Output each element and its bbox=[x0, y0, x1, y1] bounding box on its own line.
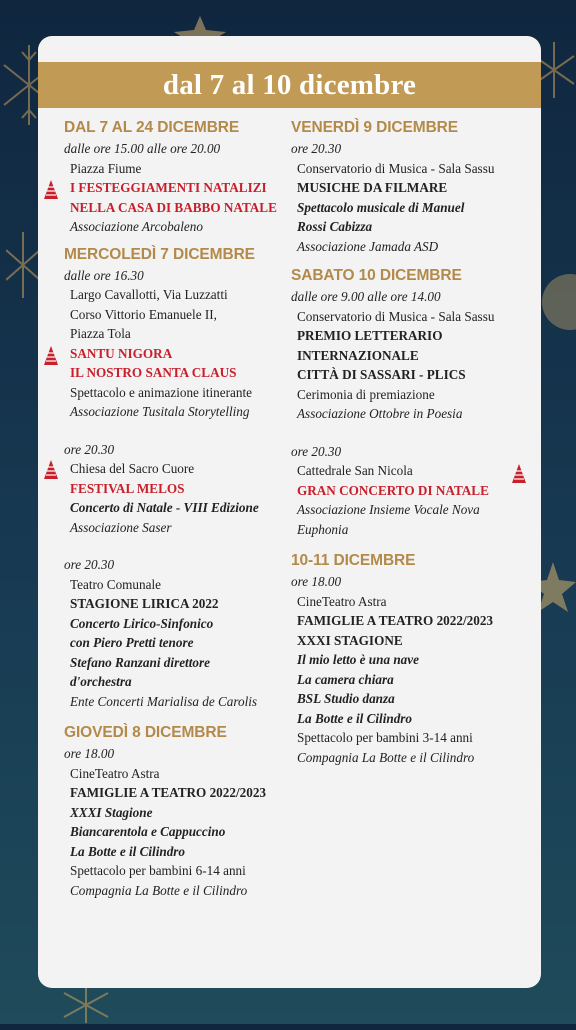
event bbox=[64, 440, 292, 538]
christmas-tree-icon bbox=[511, 463, 527, 485]
event bbox=[64, 744, 292, 900]
event-line: Associazione Tusitala Storytelling bbox=[70, 404, 250, 419]
event-line: Corso Vittorio Emanuele II, bbox=[70, 306, 217, 322]
event-line: BSL Studio danza bbox=[297, 691, 395, 706]
event-line: I FESTEGGIAMENTI NATALIZI bbox=[70, 180, 267, 195]
event-time: ore 20.30 bbox=[64, 557, 115, 572]
event-line: Compagnia La Botte e il Cilindro bbox=[297, 749, 475, 765]
event-line: La camera chiara bbox=[297, 671, 394, 687]
event-time: dalle ore 15.00 alle ore 20.00 bbox=[64, 141, 221, 156]
event-line: Concerto Lirico-Sinfonico bbox=[70, 615, 214, 631]
title-banner bbox=[38, 62, 541, 108]
event-line: Il mio letto è una nave bbox=[297, 652, 419, 667]
event-line: Associazione Insieme Vocale Nova bbox=[297, 502, 480, 517]
event-line: Stefano Ranzani direttore bbox=[70, 654, 210, 670]
event bbox=[64, 555, 292, 711]
left-column bbox=[64, 118, 292, 918]
event-line: Associazione Arcobaleno bbox=[70, 219, 203, 234]
event-line: Teatro Comunale bbox=[70, 576, 161, 592]
event bbox=[64, 139, 292, 237]
event-line: Piazza Tola bbox=[70, 326, 131, 341]
event-time: ore 18.00 bbox=[64, 746, 115, 761]
day-heading: GIOVEDÌ 8 DICEMBRE bbox=[64, 724, 227, 741]
event-line: con Piero Pretti tenore bbox=[70, 635, 194, 650]
event-line: GRAN CONCERTO DI NATALE bbox=[297, 482, 489, 498]
event-line: MUSICHE DA FILMARE bbox=[297, 180, 448, 195]
snowflake-icon bbox=[6, 230, 40, 305]
event-line: Euphonia bbox=[297, 521, 349, 537]
event-line: STAGIONE LIRICA 2022 bbox=[70, 596, 219, 611]
event bbox=[291, 139, 533, 256]
day-heading: MERCOLEDÌ 7 DICEMBRE bbox=[64, 245, 255, 263]
event-line: Spettacolo e animazione itinerante bbox=[70, 384, 252, 400]
event-line: Biancarentola e Cappuccino bbox=[70, 824, 226, 839]
event-line: d'orchestra bbox=[70, 674, 132, 689]
program-card bbox=[38, 36, 541, 988]
event-line: FESTIVAL MELOS bbox=[70, 480, 185, 496]
event-line: Conservatorio di Musica - Sala Sassu bbox=[297, 308, 495, 324]
page-title: dal 7 al 10 dicembre bbox=[162, 68, 417, 101]
event bbox=[291, 442, 533, 540]
right-column bbox=[291, 118, 533, 785]
event-line: Cattedrale San Nicola bbox=[297, 463, 413, 478]
event-line: PREMIO LETTERARIO bbox=[297, 328, 443, 343]
event-line: Chiesa del Sacro Cuore bbox=[70, 461, 195, 476]
christmas-tree-icon bbox=[43, 179, 59, 201]
event-line: Conservatorio di Musica - Sala Sassu bbox=[297, 160, 495, 176]
christmas-tree-icon bbox=[43, 345, 59, 367]
event-line: FAMIGLIE A TEATRO 2022/2023 bbox=[297, 613, 494, 628]
event-time: ore 18.00 bbox=[291, 574, 342, 589]
event-line: La Botte e il Cilindro bbox=[70, 843, 186, 859]
event-line: Largo Cavallotti, Via Luzzatti bbox=[70, 287, 228, 302]
day-section bbox=[64, 245, 292, 712]
event-line: CITTÀ DI SASSARI - PLICS bbox=[297, 367, 466, 382]
event-line: NELLA CASA DI BABBO NATALE bbox=[70, 199, 277, 215]
event-line: Concerto di Natale - VIII Edizione bbox=[70, 500, 259, 515]
ornament-icon bbox=[540, 262, 576, 347]
event-line: Spettacolo musicale di Manuel bbox=[297, 199, 465, 215]
event-time: ore 20.30 bbox=[291, 141, 342, 156]
event-line: Piazza Fiume bbox=[70, 160, 142, 176]
day-section bbox=[291, 551, 533, 767]
event-line: Compagnia La Botte e il Cilindro bbox=[70, 882, 248, 898]
event-line: Associazione Jamada ASD bbox=[297, 238, 439, 254]
event-line: XXXI STAGIONE bbox=[297, 632, 403, 648]
event-time: dalle ore 9.00 alle ore 14.00 bbox=[291, 289, 441, 304]
day-heading: DAL 7 AL 24 DICEMBRE bbox=[64, 119, 240, 136]
event-line: Rossi Cabizza bbox=[297, 219, 373, 234]
day-section bbox=[291, 118, 533, 256]
snowflake-icon bbox=[56, 985, 116, 1030]
day-heading: VENERDÌ 9 DICEMBRE bbox=[291, 119, 459, 136]
event-time: ore 20.30 bbox=[64, 441, 115, 457]
event-line: CineTeatro Astra bbox=[297, 593, 387, 609]
day-section bbox=[291, 266, 533, 539]
day-section bbox=[64, 118, 292, 237]
event-line: XXXI Stagione bbox=[70, 804, 153, 820]
event-line: Associazione Saser bbox=[70, 519, 172, 535]
christmas-tree-icon bbox=[43, 459, 59, 481]
day-section bbox=[64, 723, 292, 900]
event-time: ore 20.30 bbox=[291, 443, 342, 459]
event-line: Cerimonia di premiazione bbox=[297, 386, 435, 402]
event-line: Spettacolo per bambini 3-14 anni bbox=[297, 730, 473, 745]
event bbox=[291, 287, 533, 424]
event-line: La Botte e il Cilindro bbox=[297, 710, 413, 726]
day-heading: 10-11 DICEMBRE bbox=[291, 552, 416, 569]
event-line: CineTeatro Astra bbox=[70, 765, 160, 781]
event bbox=[64, 266, 292, 422]
event-line: FAMIGLIE A TEATRO 2022/2023 bbox=[70, 785, 267, 800]
event-line: IL NOSTRO SANTA CLAUS bbox=[70, 365, 237, 380]
event-line: Associazione Ottobre in Poesia bbox=[297, 406, 463, 421]
event-line: Ente Concerti Marialisa de Carolis bbox=[70, 693, 258, 709]
event-line: SANTU NIGORA bbox=[70, 345, 173, 361]
event bbox=[291, 572, 533, 767]
event-time: dalle ore 16.30 bbox=[64, 267, 144, 283]
event-line: Spettacolo per bambini 6-14 anni bbox=[70, 863, 246, 878]
day-heading: SABATO 10 DICEMBRE bbox=[291, 267, 462, 284]
event-line: INTERNAZIONALE bbox=[297, 347, 419, 363]
